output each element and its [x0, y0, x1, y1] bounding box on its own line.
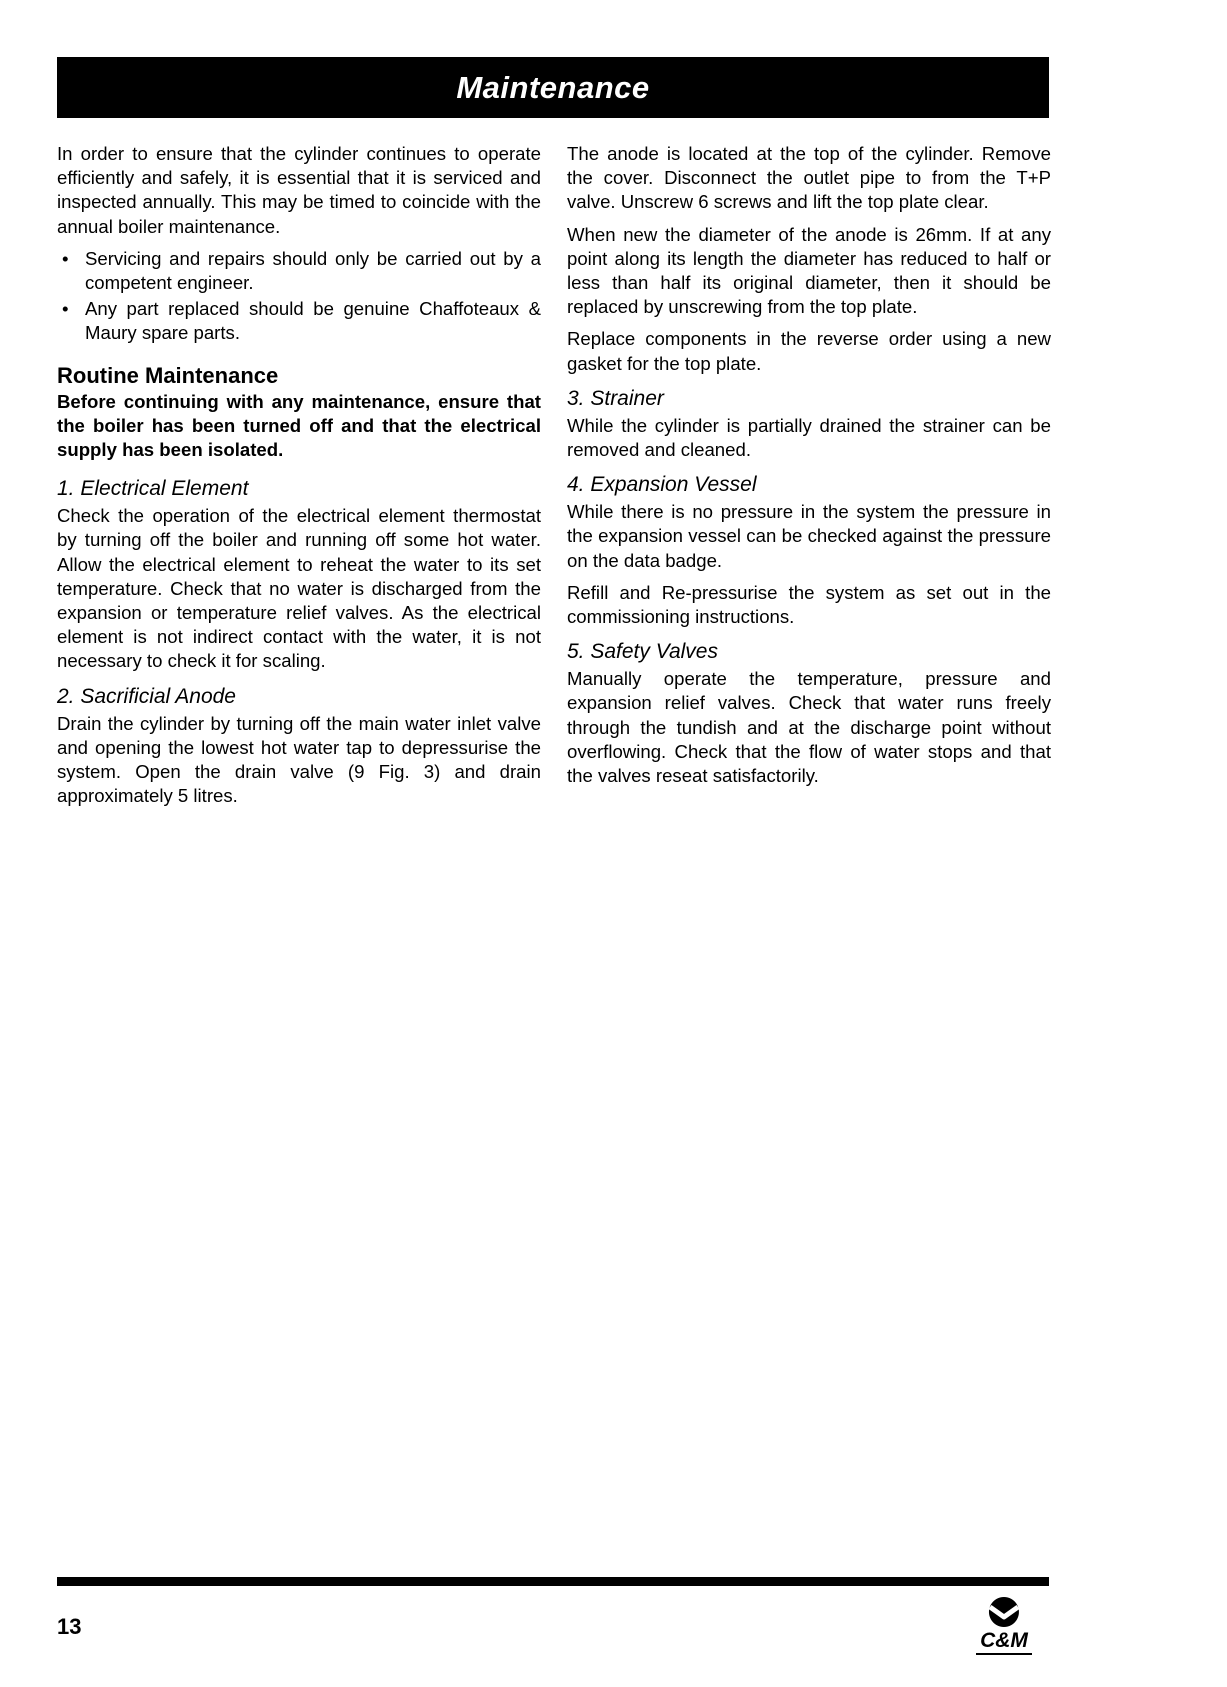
bullet-item	[57, 297, 541, 345]
anode-replace-text: Replace components in the reverse order using a new gasket for the top plate.	[567, 328, 1051, 374]
anode-diameter-text: When new the diameter of the anode is 26mm. If at any point along its length the diameter has reduced to half or less than half its original diameter, then it should be replaced by unscrewing from the top plate.	[567, 223, 1051, 318]
electrical-element-heading: 1. Electrical Element	[57, 477, 249, 501]
logo-underline	[976, 1653, 1032, 1655]
strainer-heading: 3. Strainer	[567, 386, 664, 410]
left-column	[57, 142, 541, 816]
right-column	[567, 142, 1051, 796]
bullet-text: Any part replaced should be genuine Chaffoteaux & Maury spare parts.	[85, 298, 541, 344]
expansion-vessel-heading: 4. Expansion Vessel	[567, 473, 757, 497]
bullet-text: Servicing and repairs should only be carried out by a competent engineer.	[85, 247, 541, 294]
title-bar	[57, 57, 1049, 118]
footer-rule	[57, 1577, 1049, 1586]
safety-warning: Before continuing with any maintenance, ensure that the boiler has been turned off and that the electrical supply has been isolated.	[57, 390, 541, 461]
strainer-text: While the cylinder is partially drained the strainer can be removed and cleaned.	[567, 414, 1051, 461]
sacrificial-anode-text: Drain the cylinder by turning off the main water inlet valve and opening the lowest hot water tap to depressurise the system. Open the drain valve (9 Fig. 3) and drain approximately 5 litres.	[57, 712, 541, 807]
safety-valves-heading: 5. Safety Valves	[567, 640, 718, 664]
bullet-dot-icon: •	[62, 298, 69, 320]
sacrificial-anode-heading: 2. Sacrificial Anode	[57, 684, 236, 708]
safety-valves-text: Manually operate the temperature, pressure and expansion relief valves. Check that water runs freely through the tundish and at the discharge point without overflowing. Check that the flow of water stops and that the valves reseat satisfactorily.	[567, 668, 1051, 787]
brand-logo	[964, 1595, 1044, 1665]
refill-text: Refill and Re-pressurise the system as set out in the commissioning instructions.	[567, 581, 1051, 628]
electrical-element-text: Check the operation of the electrical element thermostat by turning off the boiler and running off some hot water. Allow the electrical element to reheat the water to its set temperature. Check that no water is discharged from the expansion or temperature relief valves. As the electrical element is not indirect contact with the water, it is not necessary to check it for scaling.	[57, 505, 541, 672]
bullet-dot-icon: •	[62, 247, 69, 269]
bullet-item	[57, 247, 541, 295]
expansion-vessel-text: While there is no pressure in the system the pressure in the expansion vessel can be checked against the pressure on the data badge.	[567, 501, 1051, 571]
page-number: 13	[57, 1614, 82, 1639]
brand-mark-icon	[984, 1595, 1024, 1629]
routine-maintenance-heading: Routine Maintenance	[57, 362, 279, 388]
anode-location-text: The anode is located at the top of the cylinder. Remove the cover. Disconnect the outlet pipe to from the T+P valve. Unscrew 6 screws and lift the top plate clear.	[567, 143, 1051, 213]
page-title: Maintenance	[456, 69, 650, 105]
logo-text: C&M	[980, 1629, 1028, 1652]
bullet-list	[57, 247, 541, 346]
intro-paragraph: In order to ensure that the cylinder continues to operate efficiently and safely, it is essential that it is serviced and inspected annually. This may be timed to coincide with the annual boiler maintenance.	[57, 143, 541, 237]
